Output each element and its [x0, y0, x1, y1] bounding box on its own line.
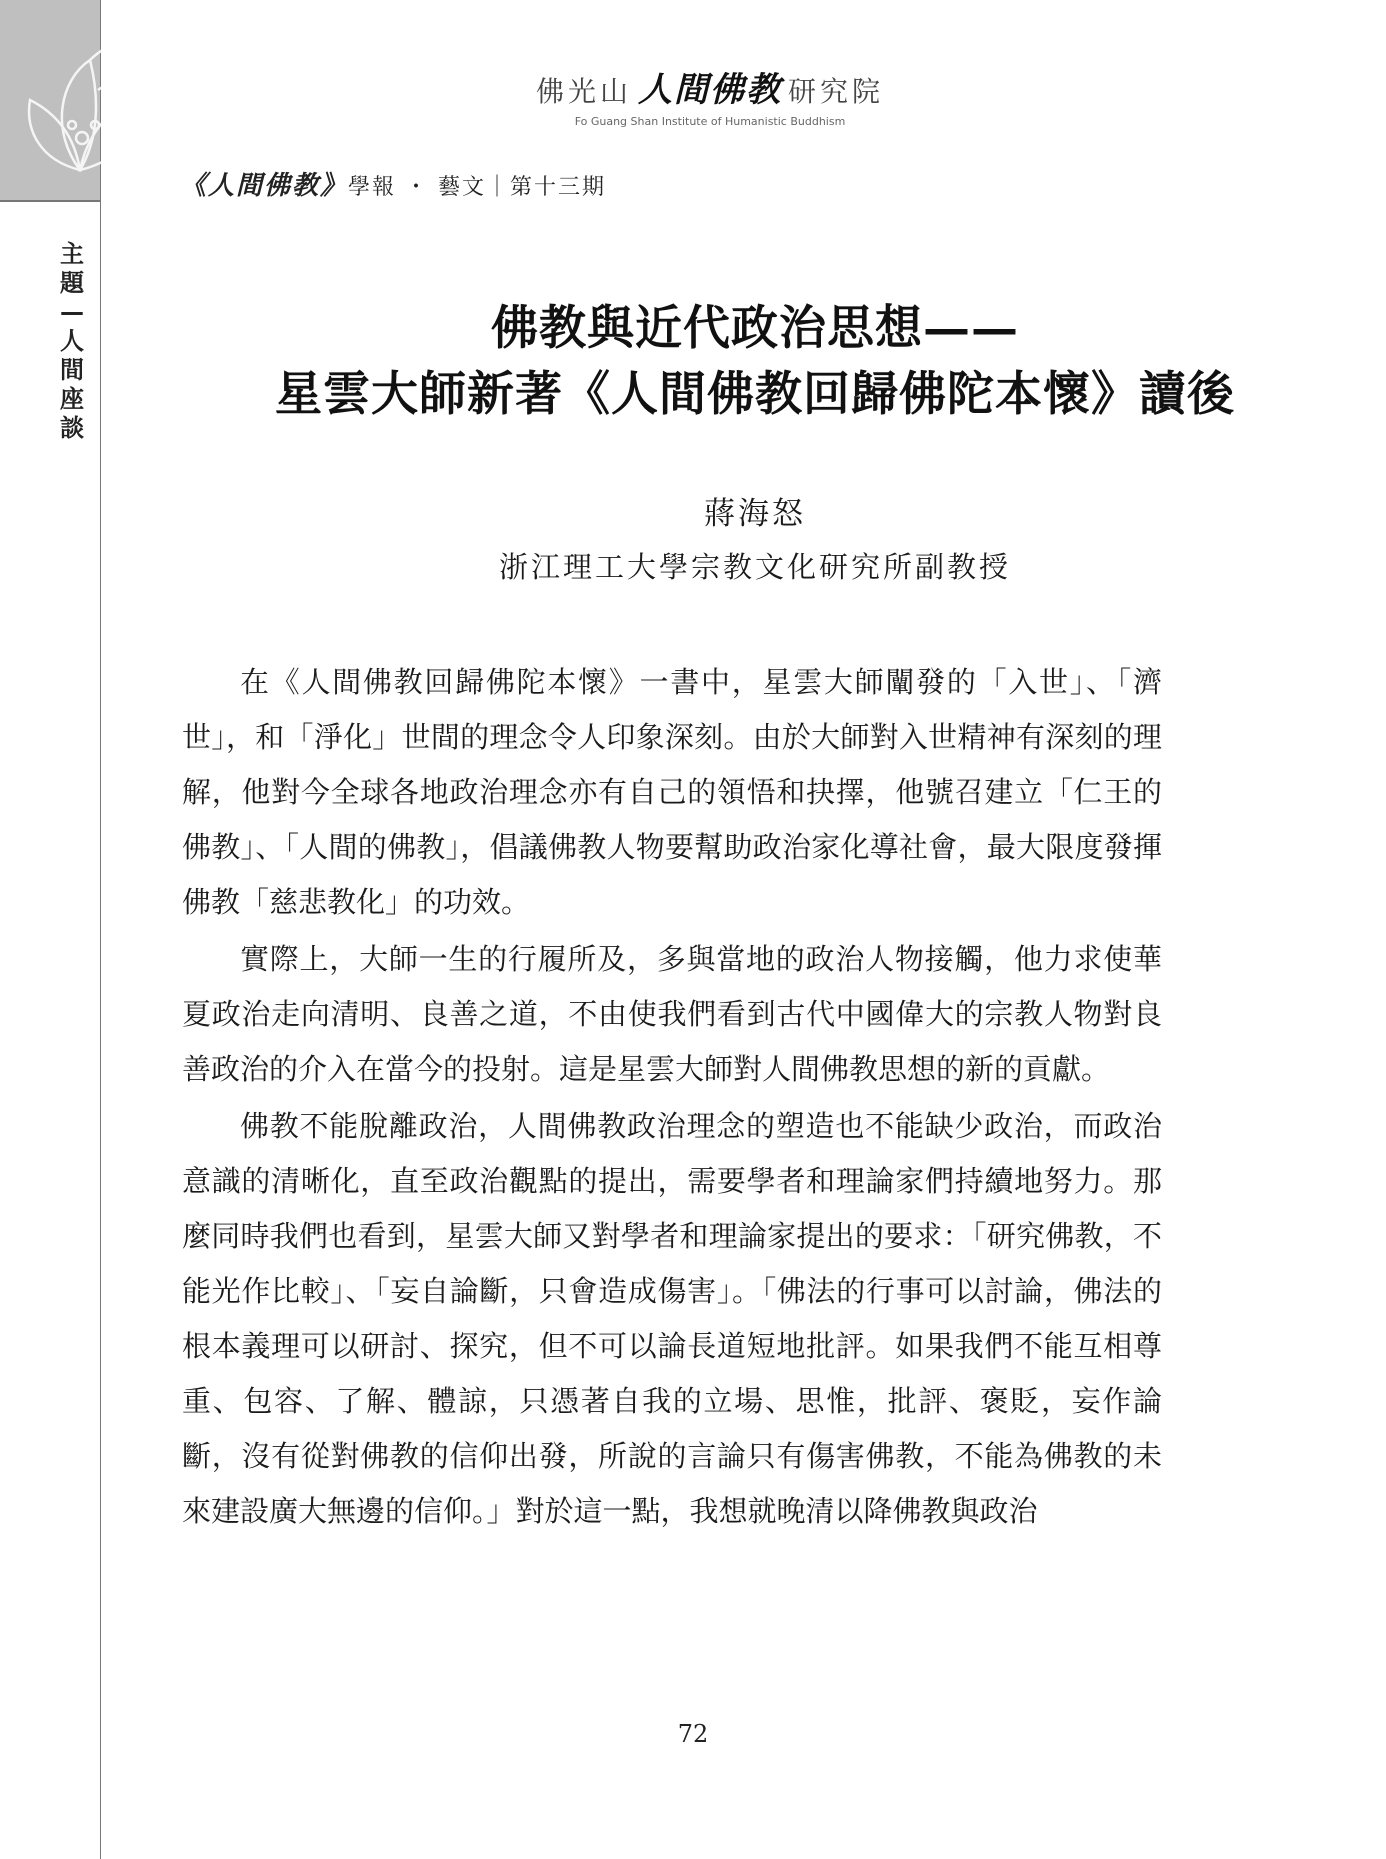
section-tag-char: 主	[60, 240, 84, 268]
author-name: 蔣海怒	[704, 496, 806, 532]
title-line-2: 星雲大師新著《人間佛教回歸佛陀本懷》讀後	[275, 367, 1235, 422]
section-tag-char: —	[60, 298, 84, 326]
paragraph: 實際上，大師一生的行履所及，多與當地的政治人物接觸，他力求使華夏政治走向清明、良善之道，不由使我們看到古代中國偉大的宗教人物對良善政治的介入在當今的投射。這是星雲大師對人間佛教思想的新的貢獻。	[182, 942, 1162, 1086]
brand-bold: 人間佛教	[638, 70, 782, 110]
section-tag-char: 題	[60, 269, 84, 297]
institute-english-name: Fo Guang Shan Institute of Humanistic Buddhism	[574, 115, 846, 128]
title-line-1: 佛教與近代政治思想——	[491, 301, 1019, 356]
journal-header	[180, 165, 606, 202]
article-title	[140, 296, 1370, 428]
brand-suffix: 研究院	[788, 75, 885, 108]
section-tag-char: 人	[60, 327, 84, 355]
article-body	[182, 655, 1162, 1541]
paragraph: 佛教不能脫離政治，人間佛教政治理念的塑造也不能缺少政治，而政治意識的清晰化，直至政治觀點的提出，需要學者和理論家們持續地努力。那麼同時我們也看到，星雲大師又對學者和理論家提出的要求：「研究佛教，不能光作比較」、「妄自論斷，只會造成傷害」。「佛法的行事可以討論，佛法的根本義理可以研討、探究，但不可以論長道短地批評。如果我們不能互相尊重、包容、了解、體諒，只憑著自我的立場、思惟，批評、褒貶，妄作論斷，沒有從對佛教的信仰出發，所說的言論只有傷害佛教，不能為佛教的未來建設廣大無邊的信仰。」對於這一點，我想就晚清以降佛教與政治	[182, 1109, 1162, 1528]
author-affiliation: 浙江理工大學宗教文化研究所副教授	[498, 550, 1011, 584]
brand-prefix: 佛光山	[535, 75, 632, 108]
section-tag-char: 間	[60, 356, 84, 384]
paragraph: 在《人間佛教回歸佛陀本懷》一書中，星雲大師闡發的「入世」、「濟世」，和「淨化」世間的理念令人印象深刻。由於大師對入世精神有深刻的理解，他對今全球各地政治理念亦有自己的領悟和抉擇，他號召建立「仁王的佛教」、「人間的佛教」，倡議佛教人物要幫助政治家化導社會，最大限度發揮佛教「慈悲教化」的功效。	[182, 665, 1162, 919]
corner-divider	[0, 200, 100, 202]
lotus-flower-icon	[20, 20, 200, 190]
journal-issue: 學報 ・ 藝文｜第十三期	[348, 175, 607, 200]
section-tag-char: 談	[60, 414, 84, 442]
institute-name	[480, 62, 940, 111]
institute-logo	[480, 62, 940, 128]
section-tag	[52, 240, 92, 443]
page-number: 72	[677, 1720, 709, 1748]
journal-name: 《人間佛教》	[180, 171, 349, 201]
section-tag-char: 座	[60, 385, 84, 413]
